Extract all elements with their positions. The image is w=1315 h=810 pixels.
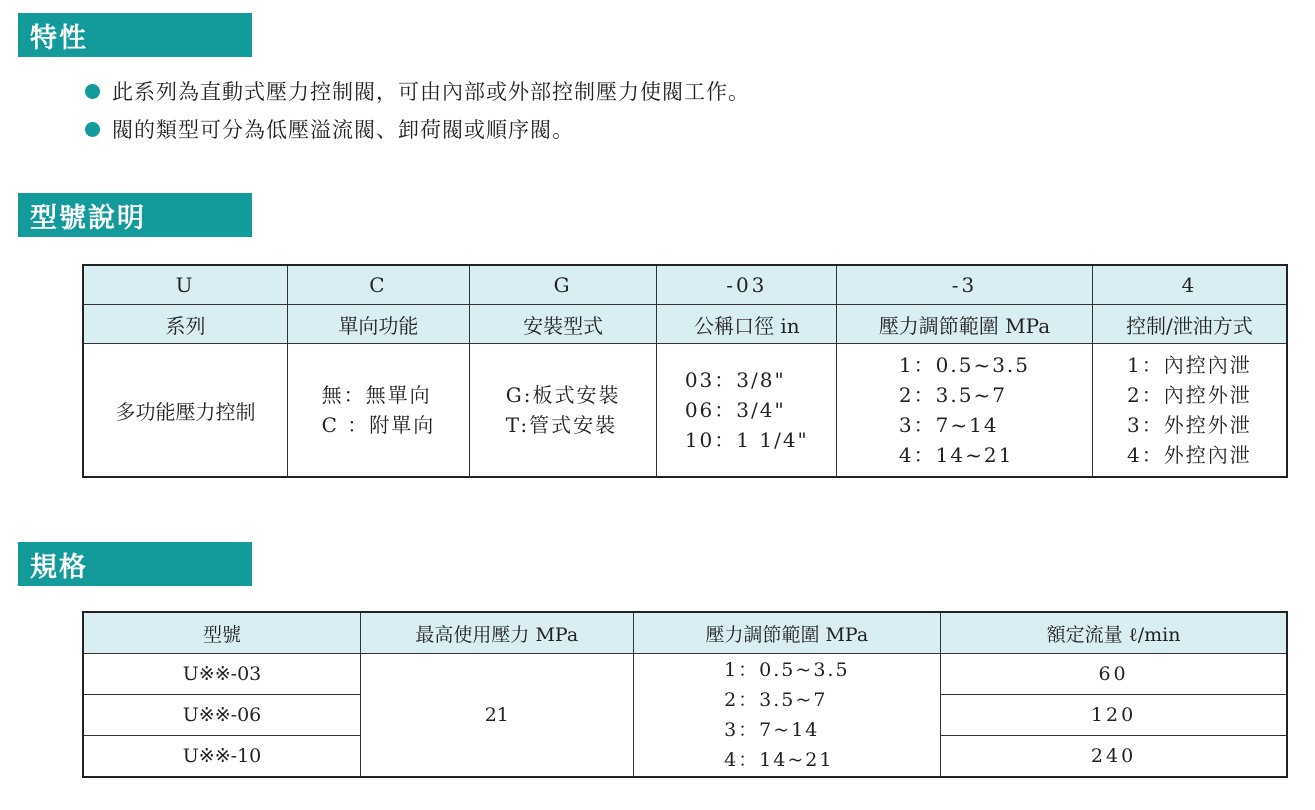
- header-cell: 安裝型式: [469, 305, 657, 344]
- code-cell: 4: [1092, 265, 1287, 305]
- option-line: 2：內控外泄: [1127, 383, 1252, 407]
- header-cell: 最高使用壓力 MPa: [361, 612, 634, 654]
- flow-cell: 120: [941, 695, 1287, 736]
- header-cell: 系列: [83, 305, 288, 344]
- code-cell: C: [288, 265, 470, 305]
- check-function-cell: [288, 344, 470, 478]
- header-row: [83, 305, 1287, 344]
- model-cell: U※※-10: [83, 736, 361, 778]
- flow-cell: 240: [941, 736, 1287, 778]
- spec-heading: 規格: [18, 542, 252, 586]
- code-cell: U: [83, 265, 288, 305]
- feature-item: [85, 72, 750, 110]
- option-line: 10：1 1/4": [684, 428, 809, 452]
- option-line: 無：無單向: [321, 383, 432, 407]
- control-drain-cell: [1092, 344, 1287, 478]
- max-pressure-cell: 21: [361, 654, 634, 778]
- spec-table: [82, 611, 1288, 778]
- option-line: 4：14~21: [898, 443, 1014, 467]
- pressure-range-cell: [837, 344, 1093, 478]
- code-cell: -3: [837, 265, 1093, 305]
- header-cell: 壓力調節範圍 MPa: [837, 305, 1093, 344]
- bullet-icon: [85, 122, 100, 137]
- header-cell: 單向功能: [288, 305, 470, 344]
- model-heading: 型號說明: [18, 193, 252, 237]
- detail-row: [83, 344, 1287, 478]
- option-line: 1：0.5~3.5: [898, 353, 1031, 377]
- header-cell: 控制/泄油方式: [1092, 305, 1287, 344]
- feature-text: 閥的類型可分為低壓溢流閥、卸荷閥或順序閥。: [112, 118, 574, 142]
- pressure-range-cell: [633, 654, 941, 778]
- option-line: 2：3.5~7: [898, 383, 1007, 407]
- feature-text: 此系列為直動式壓力控制閥，可由內部或外部控制壓力使閥工作。: [112, 80, 750, 104]
- header-cell: 型號: [83, 612, 361, 654]
- table-row: [83, 654, 1287, 695]
- code-cell: -03: [657, 265, 837, 305]
- header-cell: 額定流量 ℓ/min: [941, 612, 1287, 654]
- features-list: [85, 72, 750, 148]
- feature-item: [85, 110, 750, 148]
- code-row: [83, 265, 1287, 305]
- code-cell: G: [469, 265, 657, 305]
- flow-cell: 60: [941, 654, 1287, 695]
- header-cell: 壓力調節範圍 MPa: [633, 612, 941, 654]
- header-cell: 公稱口徑 in: [657, 305, 837, 344]
- features-heading: 特性: [18, 13, 252, 57]
- option-line: C ：附單向: [321, 413, 436, 437]
- option-line: 3：7~14: [898, 413, 999, 437]
- option-line: 1：內控內泄: [1127, 353, 1252, 377]
- option-line: 3：外控外泄: [1127, 413, 1252, 437]
- header-row: [83, 612, 1287, 654]
- port-size-cell: [657, 344, 837, 478]
- option-line: G:板式安裝: [505, 383, 621, 407]
- model-cell: U※※-06: [83, 695, 361, 736]
- mounting-cell: [469, 344, 657, 478]
- option-line: 4：外控內泄: [1127, 443, 1252, 467]
- model-code-table: [82, 264, 1288, 478]
- option-line: 06：3/4": [684, 398, 786, 422]
- option-line: 4：14~21: [724, 749, 834, 771]
- series-cell: 多功能壓力控制: [83, 344, 288, 478]
- option-line: 1：0.5~3.5: [724, 659, 850, 681]
- option-line: 03：3/8": [684, 368, 786, 392]
- option-line: T:管式安裝: [505, 413, 618, 437]
- option-line: 2：3.5~7: [724, 689, 828, 711]
- option-line: 3：7~14: [724, 719, 820, 741]
- bullet-icon: [85, 84, 100, 99]
- model-cell: U※※-03: [83, 654, 361, 695]
